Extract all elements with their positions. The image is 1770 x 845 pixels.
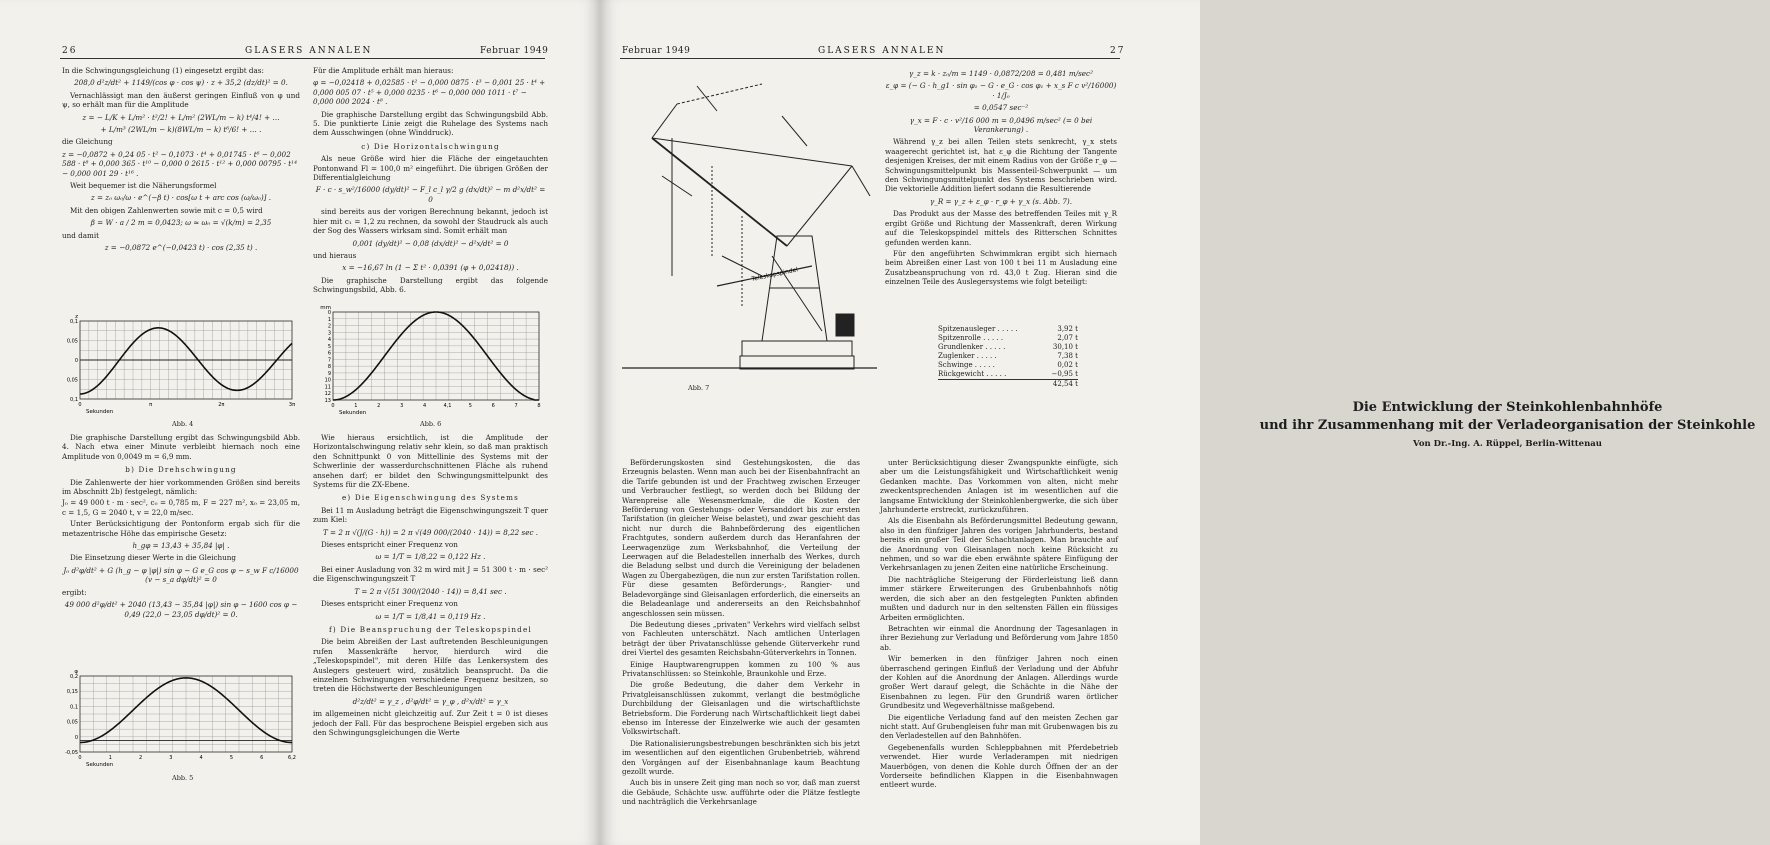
x-tick-label: 3π <box>288 402 296 408</box>
paragraph: Für den angeführten Schwimmkran ergibt sich hiernach beim Abreißen einer Last von 100 t bei 11 m Ausladung eine Zusatzbeanspruchung von rd. 43,0 t Zug. Hieran sind die einzelnen Teile des Auslegersystems wie folgt beteiligt: <box>885 248 1117 287</box>
x-tick-label: 1 <box>354 403 358 409</box>
y-tick-label: 0 <box>327 310 331 316</box>
part-name: Zuglenker . . . . . <box>938 352 997 360</box>
x-tick-label: 8 <box>537 403 541 409</box>
y-tick-label: 0,05 <box>66 338 78 345</box>
left-column-2b <box>313 433 548 739</box>
x-tick-label: 2 <box>377 403 381 409</box>
equation: = 0,0547 sec⁻² <box>973 103 1029 113</box>
paragraph: Die graphische Darstellung ergibt das Schwingungsbild Abb. 4. Nach etwa einer Minute verbleibt hiernach noch eine Amplitude von 0,0049 m = 6,9 mm. <box>62 433 300 461</box>
y-tick-label: 0,1 <box>70 704 78 711</box>
paragraph: Dieses entspricht einer Frequenz von <box>321 599 458 609</box>
vector-arrow <box>697 86 717 111</box>
y-tick-label: 1 <box>327 316 331 323</box>
figure-5-chart <box>62 670 300 770</box>
paragraph: Vernachlässigt man den äußerst geringen Einfluß von φ und ψ, so erhält man für die Amplitude <box>62 90 300 110</box>
left-column-2 <box>313 66 548 297</box>
y-axis-label: mm <box>320 305 331 311</box>
part-value: 3,92 t <box>1057 325 1078 333</box>
x-tick-label: 2 <box>138 755 143 761</box>
article-column-2 <box>880 458 1118 792</box>
paragraph: Die Zahlenwerte der hier vorkommenden Größen sind bereits im Abschnitt 2b) festgelegt, nämlich: <box>62 477 300 497</box>
equation: 0,001 (dy/dt)² − 0,08 (dx/dt)² − d²x/dt² = 0 <box>352 238 509 248</box>
x-tick-label: 4 <box>422 403 427 409</box>
figure-4-plot-area <box>67 314 295 415</box>
y-tick-label: 9 <box>327 370 331 377</box>
figure-6-chart <box>313 306 548 418</box>
machinery-house <box>742 341 852 356</box>
y-tick-label: 8 <box>327 364 331 371</box>
article-title-line2: und ihr Zusammenhang mit der Verladeorganisation der Steinkohle <box>1259 418 1756 433</box>
section-heading: c) Die Horizontalschwingung <box>361 141 500 151</box>
equation: γ_z = k · z₀/m = 1149 · 0,0872/208 = 0,481 m/sec² <box>909 69 1093 78</box>
x-tick-label: 0 <box>331 403 335 409</box>
x-tick-label: 4,1 <box>443 403 452 409</box>
part-name: Schwinge . . . . . <box>938 361 995 369</box>
article-paragraph: Beförderungskosten sind Gestehungskosten, die das Erzeugnis belasten. Wenn man auch bei der Eisenbahnfracht an die Tarife gebunden ist und der Frachtweg zwischen Erzeuger und Verbraucher festliegt, so werden doch bei Bildung der Warenpreise alle Wesensmerkmale, die die Kosten der Beförderung von Gestehungs- oder Versanddort bis zur ersten Tarifstation (in gleicher Weise belastet), und zwar geschieht das nicht nur durch die Bahnbeförderung des eigentlichen Frachtgutes, sondern außerdem durch das Heranfahren der Leerwagenzüge zum Werksbahnhof, die Verteilung der Leerwagen auf die Beladestellen innerhalb des Werkes, durch die Beladung selbst und durch die Vereinigung der beladenen Wagen zu Übergabezügen, die nun zur ersten Tarifstation rollen. Für diese gesamten Beförderungs-, Rangier- und Beladevorgänge sind Gleisanlagen erforderlich, die einerseits an die Beladeanlage und andererseits an den Reichsbahnhof angeschlossen sein müssen. <box>622 458 860 618</box>
equation: z = −0,0872 + 0,24 05 · t² − 0,1073 · t⁴ + 0,01745 · t⁶ − 0,002 588 · t⁸ + 0,000 365 · t¹⁰ − 0,000 0 2615 · t¹² + 0,000 00795 · t¹⁴ − 0,000 001 29 · t¹⁶ . <box>62 149 297 178</box>
x-tick-label: 1 <box>108 755 112 761</box>
y-tick-label: 0 <box>74 734 78 741</box>
article-paragraph: Die große Bedeutung, die daher dem Verkehr in Privatgleisanschlüssen zukommt, verlangt die bestmögliche Durchbildung der Gleisanlagen und die wirtschaftlichste Betriebsform. Die Forderung nach Wirtschaftlichkeit liegt dabei ebenso im Interesse der Einzelwerke wie auch der gesamten Volkswirtschaft. <box>622 680 860 737</box>
pontoon <box>740 356 854 369</box>
equation: ω = 1/T = 1/8,22 = 0,122 Hz . <box>375 552 486 562</box>
equation: + L/m³ (2WL/m − k)(8WL/m − k) t⁶/6! + … . <box>100 125 262 135</box>
jib-line <box>677 84 762 104</box>
lever-arm <box>787 166 852 246</box>
paragraph: Für die Amplitude erhält man hieraus: <box>313 66 454 75</box>
y-tick-label: 11 <box>324 384 331 391</box>
x-tick-label: 4 <box>199 755 203 761</box>
paragraph: die Gleichung <box>62 137 113 147</box>
article-paragraph: Die Bedeutung dieses „privaten" Verkehrs wird vielfach selbst von Fachleuten unterschätzt. Nach amtlichen Unterlagen beträgt der über Privatanschlüsse gehende Güterverkehr rund drei Viertel des gesamten Reichsbahn-Güterverkehrs in Tonnen. <box>622 619 860 658</box>
paragraph: Die beim Abreißen der Last auftretenden Beschleunigungen rufen Massenkräfte hervor, hierdurch wird die „Teleskopspindel", mit deren Hilfe das Lenkersystem des Auslegers gesteuert wird, zusätzlich beansprucht. Da die einzelnen Schwingungen verschiedene Frequenz besitzen, so treten die Höchstwerte der Beschleunigungen <box>313 637 548 694</box>
tip-jib <box>652 104 677 138</box>
vector-arrow <box>782 116 807 146</box>
figure-4-chart <box>62 313 300 416</box>
y-tick-label: 2 <box>327 323 331 330</box>
x-tick-label: π <box>149 402 153 408</box>
y-tick-label: 12 <box>324 391 331 398</box>
paragraph: im allgemeinen nicht gleichzeitig auf. Zur Zeit t = 0 ist dieses jedoch der Fall. Für das besprochene Beispiel ergeben sich aus den Schwingungsgleichungen die Werte <box>313 709 548 737</box>
y-tick-label: 5 <box>327 343 331 350</box>
table-row <box>938 334 1078 343</box>
left-column-1b <box>62 433 300 622</box>
paragraph: Mit den obigen Zahlenwerten sowie mit c = 0,5 wird <box>70 205 263 215</box>
y-tick-label: 3 <box>327 330 331 337</box>
x-tick-label: 3 <box>169 755 173 761</box>
y-tick-label: 0,05 <box>66 377 78 384</box>
y-tick-label: 7 <box>327 357 331 364</box>
paragraph: Dieses entspricht einer Frequenz von <box>321 540 458 550</box>
equation: ω = 1/T = 1/8,41 = 0,119 Hz . <box>375 611 486 621</box>
part-value: −0,95 t <box>1051 370 1078 378</box>
paragraph: Unter Berücksichtigung der Pontonform ergab sich für die metazentrische Höhe das empirische Gesetz: <box>62 519 300 538</box>
equation: J₀ d²φ/dt² + G (h_g − φ |φ|) sin φ − G e_G cos φ − s_w F c/16000 (v − s_a dφ/dt)² = 0 <box>63 565 299 585</box>
equation: z = − L/K + L/m² · t²/2! + L/m² (2WL/m − k) t⁴/4! + … <box>82 112 280 122</box>
paragraph: und hieraus <box>313 250 357 260</box>
equation: γ_x = F · c · v²/16 000 m = 0,0496 m/sec² (= 0 bei Verankerung) . <box>909 115 1093 135</box>
equation: z = −0,0872 e^(−0,0423 t) · cos (2,35 t) . <box>104 243 258 253</box>
paragraph: ergibt: <box>62 587 87 597</box>
article-paragraph: Die Rationalisierungsbestrebungen beschränkten sich bis jetzt im wesentlichen auf den eigentlichen Grubenbetrieb, während den Vorgängen auf der Eisenbahnanlage kaum Beachtung gezollt wurde. <box>622 738 860 776</box>
y-tick-label: 0,2 <box>70 674 78 680</box>
figure-4-caption: Abb. 4 <box>172 420 194 428</box>
article-author: Von Dr.-Ing. A. Rüppel, Berlin-Wittenau <box>1413 439 1602 449</box>
article-paragraph: Als die Eisenbahn als Beförderungsmittel Bedeutung gewann, also in den fünfziger Jahren des vorigen Jahrhunderts, bestand bereits ein großer Teil der Schachtanlagen. Man brauchte auf die Anordnung von Gleisanlagen noch keine Rücksicht zu nehmen, und so war die eben erwähnte spätere Einfügung der Verkehrsanlagen zu jenen Zeiten eine natürliche Erscheinung. <box>880 516 1118 573</box>
left-column-1 <box>62 66 300 256</box>
paragraph: und damit <box>62 230 100 240</box>
paragraph: Die Einsetzung dieser Werte in die Gleichung <box>70 553 237 563</box>
section-heading: b) Die Drehschwingung <box>125 465 237 475</box>
section-heading: e) Die Eigenschwingung des Systems <box>341 493 520 503</box>
y-axis-label: φ <box>74 669 78 675</box>
equation: φ = −0,02418 + 0,02585 · t² − 0,000 0875 · t³ − 0,001 25 · t⁴ + 0,000 005 07 · t⁵ + 0,000 0235 · t⁶ − 0,000 000 1011 · t⁷ − 0,000 000 2024 · t⁸ . <box>313 78 546 107</box>
part-name: Spitzenrolle . . . . . <box>938 334 1004 342</box>
equation: T = 2 π √(51 300/(2040 · 14)) = 8,41 sec . <box>354 586 507 596</box>
right-column-top <box>885 66 1117 289</box>
spindle-label: Teleskopspindel <box>750 266 799 283</box>
part-name: Rückgewicht . . . . . <box>938 370 1007 378</box>
paragraph: Während γ_z bei allen Teilen stets senkrecht, γ_x stets waagerecht gerichtet ist, hat ε_φ die Richtung der Tangente desjenigen Kreises, der mit einem Radius von der Größe r_φ — Schwingungsmittelpunkt bis Massenteil-Schwerpunkt — um den Schwingungsmittelpunkt des Systems beschrieben wird. Die vektorielle Addition liefert sodann die Resultierende <box>885 137 1117 194</box>
article-paragraph: Die nachträgliche Steigerung der Förderleistung ließ dann immer stärkere Erweiterungen des Grubenbahnhofs nötig werden, die sich aber an den festgelegten Punkten abfinden mußten und dadurch nur in den seltensten Fällen ein flüssiges Arbeiten ermöglichten. <box>880 574 1118 622</box>
equation: F · c · s_w²/16000 (dy/dt)² − F_l c_l γ/2 g (dx/dt)² − m d²x/dt² = 0 <box>315 185 546 204</box>
table-row <box>938 361 1078 370</box>
table-row <box>938 343 1078 352</box>
x-tick-label: 2π <box>218 402 225 408</box>
y-tick-label: 0 <box>74 358 78 364</box>
equation: d²z/dt² = γ_z , d²φ/dt² = γ_φ , d²x/dt² = γ_x <box>352 696 509 706</box>
page-number-right: 27 <box>1110 46 1126 56</box>
article-paragraph: Die eigentliche Verladung fand auf den meisten Zechen gar nicht statt. Auf Grubengleisen fuhr man mit Grubenwagen bis zu den Verladestellen auf den Bahnhöfen. <box>880 712 1118 741</box>
article-paragraph: unter Berücksichtigung dieser Zwangspunkte einfügte, sich aber um die Leistungsfähigkeit und Wirtschaftlichkeit wenig Gedanken machte. Das Vorkommen von alten, nicht mehr zweckentsprechenden Anlagen ist im wesentlichen auf die langsame Entwicklung der Steinkohlenbergwerke, die sich über Jahrhunderte erstreckt, zurückzuführen. <box>880 458 1118 515</box>
y-tick-label: 0,1 <box>70 397 78 403</box>
figure-6-plot-area <box>320 305 540 416</box>
paragraph: Wie hieraus ersichtlich, ist die Amplitude der Horizontalschwingung relativ sehr klein, so daß man praktisch den Schnittpunkt 0 von Mittellinie des Systems mit der Schwerlinie der wasserdurchschnittenen Fläche als ruhend ansehen darf; er bildet den Schwingungsmittelpunkt des Systems für die ZX-Ebene. <box>313 433 548 490</box>
x-tick-label: 3 <box>400 403 404 409</box>
figure-7-caption: Abb. 7 <box>688 384 710 392</box>
paragraph: Die graphische Darstellung ergibt das Schwingungsbild Abb. 5. Die punktierte Linie zeigt die Ruhelage des Systems nach dem Ausschwingen (ohne Winddruck). <box>313 109 548 138</box>
table-total-row <box>938 379 1078 389</box>
equation: γ_R = γ_z + ε_φ · r_φ + γ_x (s. Abb. 7). <box>929 196 1073 206</box>
running-head-right: GLASERS ANNALEN <box>818 46 946 56</box>
figure-5-plot-area <box>65 669 296 768</box>
header-rule <box>60 58 545 59</box>
y-tick-label: 10 <box>324 377 331 384</box>
table-row <box>938 325 1078 334</box>
equation: x = −16,67 ln (1 − Σ t² · 0,0391 (φ + 0,02418)) . <box>342 263 519 273</box>
equation: T = 2 π √(J/(G · h)) = 2 π √(49 000/(2040 · 14)) = 8,22 sec . <box>322 527 539 537</box>
equation: h_gφ = 13,43 + 35,84 |φ| . <box>132 541 230 551</box>
part-value: 30,10 t <box>1052 343 1078 351</box>
counterweight-arm <box>852 166 870 196</box>
running-head-left: GLASERS ANNALEN <box>245 46 373 56</box>
y-tick-label: 6 <box>327 350 331 357</box>
vector-arrow <box>662 176 692 196</box>
paragraph: Die graphische Darstellung ergibt das folgende Schwingungsbild, Abb. 6. <box>313 275 548 295</box>
figure-6-caption: Abb. 6 <box>420 420 442 428</box>
paragraph: J₀ = 49 000 t · m · sec², c₀ = 0,785 m, F = 227 m², x₀ = 23,05 m, c = 1,5, G = 2040 t, v = 22,0 m/sec. <box>62 498 300 517</box>
y-tick-label: -0,05 <box>65 750 78 756</box>
article-paragraph: Wir bemerken in den fünfziger Jahren noch einen überraschend geringen Einfluß der Verladung und der Abfuhr der Kohlen auf die Anordnung der Anlagen. Allerdings wurde großer Wert darauf gelegt, die Schächte in die Nähe der Eisenbahnen zu legen. Für den Grundriß waren örtlicher Grundbesitz und Wegeverhältnisse maßgebend. <box>880 654 1118 711</box>
article-title-line1: Die Entwicklung der Steinkohlenbahnhöfe <box>1352 400 1663 415</box>
y-tick-label: 0,05 <box>66 719 78 726</box>
y-tick-label: 0,1 <box>70 319 78 325</box>
counterweight <box>836 314 854 336</box>
equation: z = z₀ ω₀/ω · e^(−β t) · cos[ω t + arc cos (ω/ω₀)] . <box>90 193 272 203</box>
paragraph: Weit bequemer ist die Näherungsformel <box>70 181 217 191</box>
table-row <box>938 370 1078 379</box>
y-axis-label: z <box>75 314 78 320</box>
part-value: 0,02 t <box>1057 361 1078 369</box>
equation: β = W · a / 2 m = 0,0423; ω ≈ ω₀ = √(k/m) = 2,35 <box>90 218 272 228</box>
part-value: 2,07 t <box>1057 334 1078 342</box>
part-name: Spitzenausleger . . . . . <box>938 325 1018 333</box>
header-rule <box>620 58 1120 59</box>
article-column-1 <box>622 458 860 809</box>
x-tick-label: 5 <box>468 403 472 409</box>
section-heading: f) Die Beanspruchung der Teleskopspindel <box>329 624 532 634</box>
figure-7-crane-diagram <box>622 66 877 384</box>
page-number-left: 26 <box>62 46 78 56</box>
article-paragraph: Gegebenenfalls wurden Schleppbahnen mit Pferdebetrieb verwendet. Hier wurde Verladerampen mit niedrigen Mauerbögen, von denen die Kohle durch Öffnen der an der Vorderseite befindlichen Klappen in die Eisenbahnwagen entleert wurde. <box>880 742 1118 790</box>
left-page <box>0 0 600 845</box>
right-page <box>600 0 1756 845</box>
equation: ε_φ = (− G · h_g1 · sin φ₁ − G · e_G · cos φ₁ + x_s F c v²/16000) · 1/J₀ <box>885 81 1117 100</box>
x-tick-label: 0 <box>78 755 82 761</box>
equation: 208,0 d²z/dt² + 1149/(cos φ · cos ψ) · z + 35,2 (dz/dt)² = 0. <box>74 78 288 88</box>
article-paragraph: Betrachten wir einmal die Anordnung der Tagesanlagen in ihrer Beziehung zur Verladung und Beförderung vom Jahre 1850 ab. <box>880 623 1118 652</box>
y-tick-label: 0,15 <box>66 689 78 696</box>
paragraph: sind bereits aus der vorigen Berechnung bekannt, jedoch ist hier mit c₁ = 1,2 zu rechnen, da sowohl der Staudruck als auch der Sog des Wassers wirksam sind. Somit erhält man <box>313 207 548 236</box>
date-right: Februar 1949 <box>622 46 691 56</box>
x-tick-label: 7 <box>514 403 518 409</box>
equation: 49 000 d²φ/dt² + 2040 (13,43 − 35,84 |φ|) sin φ − 1600 cos φ − 0,49 (22,0 − 23,05 dφ/dt)² = 0. <box>64 600 298 619</box>
part-name: Grundlenker . . . . . <box>938 343 1006 351</box>
x-axis-label: Sekunden <box>339 410 367 416</box>
x-tick-label: 0 <box>78 402 82 408</box>
table-total: 42,54 t <box>1052 380 1078 388</box>
paragraph: Bei einer Ausladung von 32 m wird mit J = 51 300 t · m · sec² die Eigenschwingungszeit T <box>313 564 548 584</box>
x-axis-label: Sekunden <box>86 762 114 768</box>
table-row <box>938 352 1078 361</box>
x-tick-label: 5 <box>229 755 234 761</box>
article-paragraph: Einige Hauptwarengruppen kommen zu 100 % aus Privatanschlüssen: so Steinkohle, Braunkohle und Erze. <box>622 659 860 678</box>
load-share-table <box>938 325 1078 389</box>
paragraph: Als neue Größe wird hier die Fläche der eingetauchten Pontonwand Fl = 100,0 m² eingeführt. Die übrigen Größen der Differentialgleichung <box>313 154 548 183</box>
y-tick-label: 13 <box>324 398 331 404</box>
paragraph: Das Produkt aus der Masse des betreffenden Teiles mit γ_R ergibt Größe und Richtung der Massenkraft, deren Wirkung auf die Teleskopspindel mittels des Ritterschen Schnittes gefunden werden kann. <box>885 209 1117 247</box>
paragraph: Bei 11 m Ausladung beträgt die Eigenschwingungszeit T quer zum Kiel: <box>313 505 548 525</box>
figure-5-caption: Abb. 5 <box>172 774 194 782</box>
y-tick-label: 4 <box>327 337 331 344</box>
x-tick-label: 6 <box>491 403 495 409</box>
date-left: Februar 1949 <box>480 46 549 56</box>
part-value: 7,38 t <box>1057 352 1078 360</box>
x-tick-label: 6 <box>260 755 264 761</box>
x-tick-label: 6,2 <box>288 755 296 761</box>
x-axis-label: Sekunden <box>86 409 114 415</box>
paragraph: In die Schwingungsgleichung (1) eingesetzt ergibt das: <box>62 66 264 75</box>
article-paragraph: Auch bis in unsere Zeit ging man noch so vor, daß man zuerst die Gebäude, Schächte usw. aufführte oder die Plätze festlegte und nachträglich die Verkehrsanlage <box>622 778 860 807</box>
